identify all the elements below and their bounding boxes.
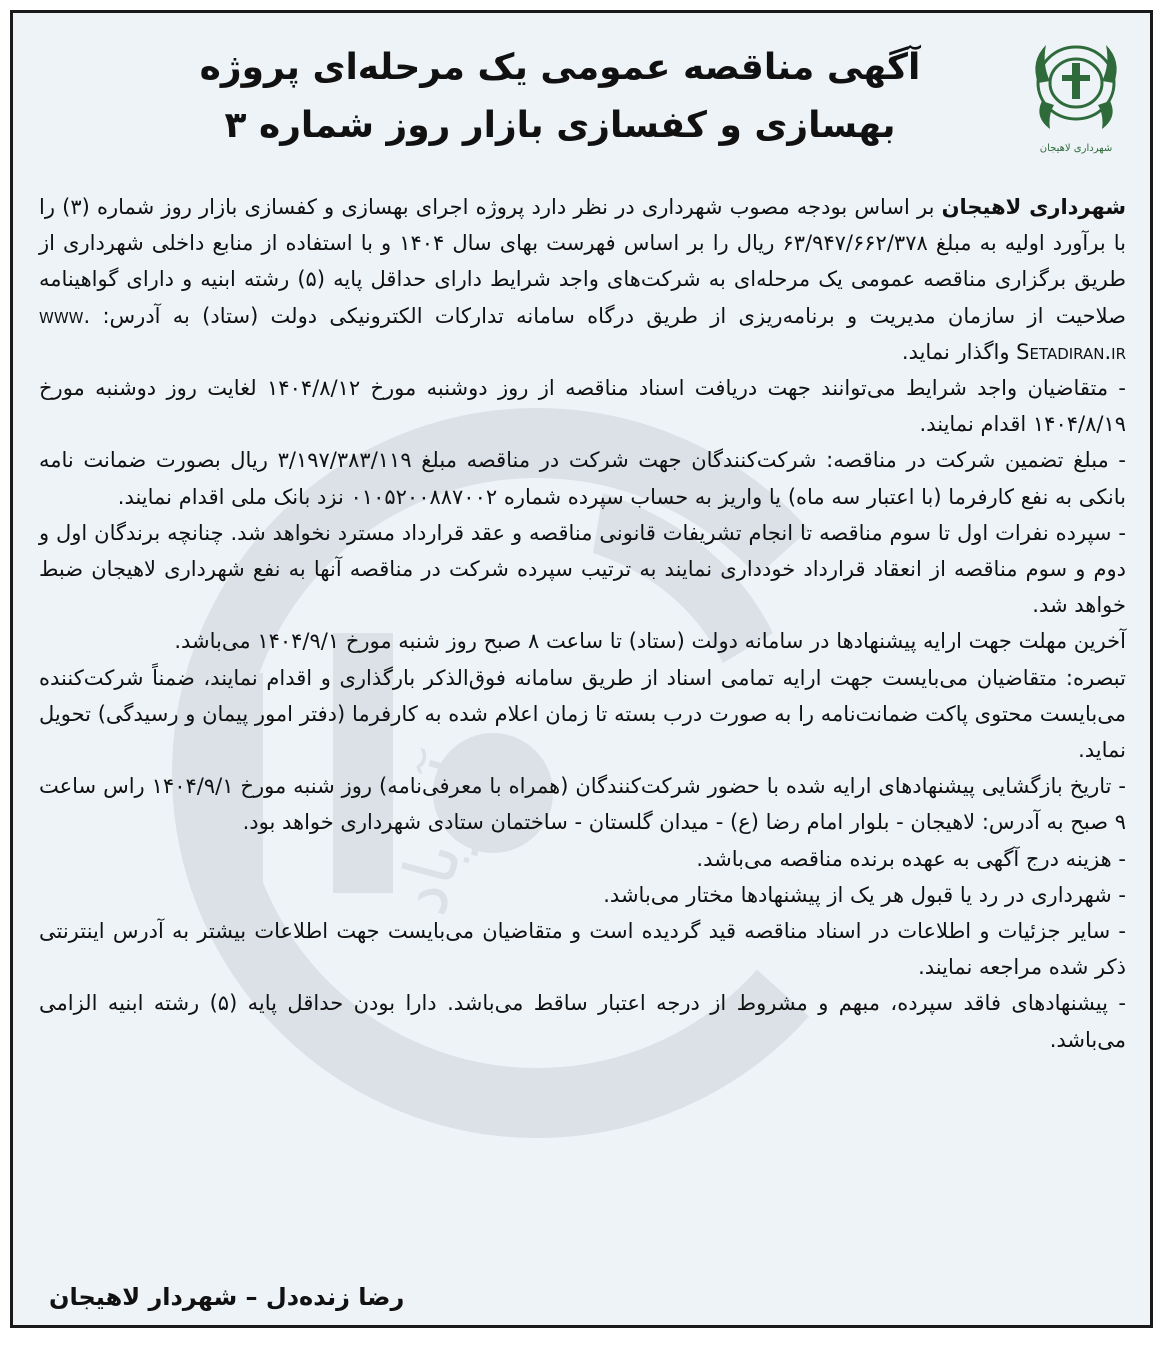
docs-paragraph: - متقاضیان واجد شرایط می‌توانند جهت دریافت اسناد مناقصه از روز دوشنبه مورخ ۱۴۰۴/۸/۱۲ لغایت روز دوشنبه مورخ ۱۴۰۴/۸/۱۹ اقدام نمایند. [39, 376, 1126, 437]
reject-paragraph: - شهرداری در رد یا قبول هر یک از پیشنهادها مختار می‌باشد. [603, 882, 1126, 907]
details-paragraph: - سایر جزئیات و اطلاعات در اسناد مناقصه قید گردیده است و متقاضیان می‌بایست جهت اطلاعات بیشتر به آدرس اینترنتی ذکر شده مراجعه نمایند. [39, 919, 1126, 980]
watermark-text: آذرباد [379, 750, 500, 923]
notice-frame [10, 10, 1153, 1328]
intro-url: www. Setadiran.ir [39, 303, 1126, 364]
title-line-2: بهسازی و کفسازی بازار روز شماره ۳ [224, 105, 896, 146]
intro-end: واگذار نماید. [901, 339, 1017, 364]
notice-title [120, 39, 1000, 155]
deadline-paragraph: آخرین مهلت جهت ارایه پیشنهادها در سامانه دولت (ستاد) تا ساعت ۸ صبح روز شنبه مورخ ۱۴۰۴/۹/۱ می‌باشد. [174, 629, 1126, 654]
logo-caption: شهرداری لاهیجان [1039, 143, 1113, 154]
invalid-paragraph: - پیشنهادهای فاقد سپرده، مبهم و مشروط از درجه اعتبار ساقط می‌باشد. دارا بودن حداقل پایه (۵) رشته ابنیه الزامی می‌باشد. [39, 991, 1126, 1052]
signature: رضا زنده‌دل – شهردار لاهیجان [49, 1283, 405, 1311]
title-line-1: آگهی مناقصه عمومی یک مرحله‌ای پروژه [199, 47, 921, 88]
intro-org: شهرداری لاهیجان [941, 195, 1127, 219]
intro-paragraph [39, 189, 1126, 370]
notice-body [39, 189, 1126, 1058]
intro-text: بر اساس بودجه مصوب شهرداری در نظر دارد پروژه اجرای بهسازی و کفسازی بازار روز شماره (۳) را با برآورد اولیه به مبلغ ۶۳/۹۴۷/۶۶۲/۳۷۸ ریال را بر اساس فهرست بهای سال ۱۴۰۴ و با استفاده از منابع داخلی شهرداری از طریق برگزاری مناقصه عمومی یک مرحله‌ای به شرکت‌های واجد شرایط دارای حداقل پایه (۵) رشته ابنیه و دارای گواهینامه صلاحیت از سازمان مدیریت و برنامه‌ریزی از طریق درگاه سامانه تدارکات الکترونیکی دولت (ستاد) به آدرس: [39, 195, 1126, 328]
deposit-paragraph: - مبلغ تضمین شرکت در مناقصه: شرکت‌کنندگان جهت شرکت در مناقصه مبلغ ۳/۱۹۷/۳۸۳/۱۱۹ ریال بصورت ضمانت نامه بانکی به نفع کارفرما (با اعتبار سه ماه) یا واریز به حساب سپرده شماره ۰۱۰۵۲۰۰۸۸۷۰۰۲ نزد بانک ملی اقدام نمایند. [39, 448, 1127, 509]
municipality-emblem-icon [1020, 31, 1132, 159]
ad-cost-paragraph: - هزینه درج آگهی به عهده برنده مناقصه می‌باشد. [696, 846, 1126, 871]
winners-paragraph: - سپرده نفرات اول تا سوم مناقصه تا انجام تشریفات قانونی مناقصه و عقد قرارداد مسترد نخواهد شد. چنانچه برندگان اول و دوم و سوم مناقصه از انعقاد قرارداد خودداری نمایند به ترتیب سپرده شرکت در مناقصه آنها به نفع شهرداری لاهیجان ضبط خواهد شد. [39, 520, 1126, 618]
opening-paragraph: - تاریخ بازگشایی پیشنهادهای ارایه شده با حضور شرکت‌کنندگان (همراه با معرفی‌نامه) روز شنبه مورخ ۱۴۰۴/۹/۱ راس ساعت ۹ صبح به آدرس: لاهیجان - بلوار امام رضا (ع) - میدان گلستان - ساختمان ستادی شهرداری خواهد بود. [39, 774, 1127, 835]
note-paragraph: تبصره: متقاضیان می‌بایست جهت ارایه تمامی اسناد از طریق سامانه فوق‌الذکر بارگذاری و اقدام نمایند، ضمناً شرکت‌کننده می‌بایست محتوی پاکت ضمانت‌نامه را به صورت درب بسته تا زمان اعلام شده به کارفرما (دفتر امور پیمان و رسیدگی) تحویل نماید. [39, 665, 1126, 763]
